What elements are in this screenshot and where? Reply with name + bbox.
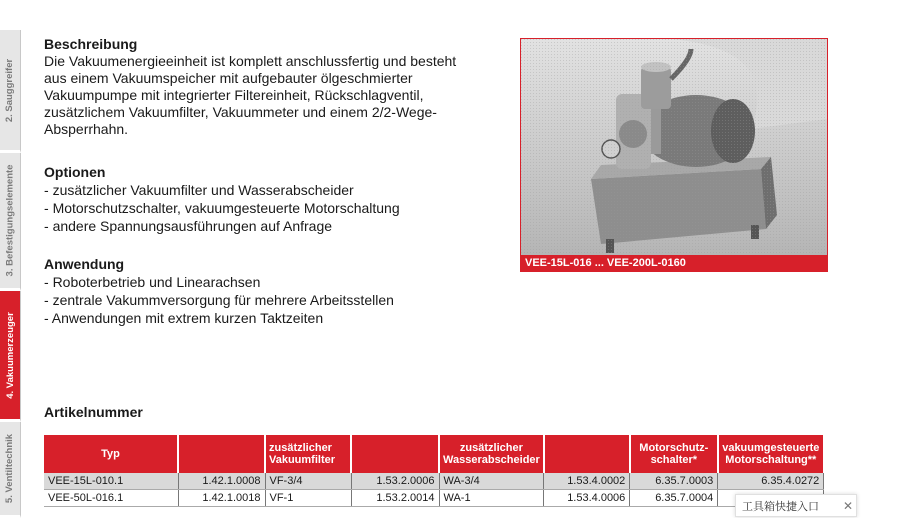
side-tab-label: 2. Sauggreifer <box>4 58 16 122</box>
col-header-vakuumfilter: zusätzlicher Vakuumfilter <box>265 435 351 473</box>
table-cell: 1.53.2.0014 <box>351 490 439 507</box>
list-item: - Anwendungen mit extrem kurzen Taktzeiten <box>44 309 394 327</box>
table-cell: VF-3/4 <box>265 473 351 490</box>
table-cell: 1.53.2.0006 <box>351 473 439 490</box>
list-item: - zentrale Vakummversorgung für mehrere Arbeitsstellen <box>44 291 394 309</box>
beschreibung-text <box>44 53 456 138</box>
table-cell: VEE-50L-016.1 <box>44 490 178 507</box>
col-header-motorschutz: Motorschutz- schalter* <box>630 435 718 473</box>
table-cell: 1.42.1.0008 <box>178 473 265 490</box>
table-cell: 6.35.7.0003 <box>630 473 718 490</box>
beschreibung-line: aus einem Vakuumspeicher mit aufgebauter ölgeschmierter <box>44 70 413 86</box>
side-tab-befestigungselemente[interactable] <box>0 153 21 291</box>
col-header-motorschaltung: vakuumgesteuerte Motorschaltung** <box>718 435 824 473</box>
optionen-list <box>44 181 400 235</box>
vacuum-unit-illustration <box>521 39 827 255</box>
table-cell: VF-1 <box>265 490 351 507</box>
toolbox-shortcut[interactable] <box>735 494 857 517</box>
toolbox-label[interactable]: 工具箱快捷入口 <box>742 500 819 513</box>
table-cell: 1.53.4.0006 <box>544 490 630 507</box>
table-cell: 6.35.7.0004 <box>630 490 718 507</box>
list-item: - zusätzlicher Vakuumfilter und Wasserabscheider <box>44 181 400 199</box>
anwendung-heading: Anwendung <box>44 256 125 272</box>
side-tab-ventiltechnik[interactable] <box>0 422 21 518</box>
col-header-nr-1 <box>178 435 265 473</box>
side-tab-vakuumerzeuger[interactable] <box>0 291 21 422</box>
list-item: - Roboterbetrieb und Linearachsen <box>44 273 394 291</box>
col-header-wasserabscheider: zusätzlicher Wasserabscheider <box>439 435 544 473</box>
article-table <box>44 435 825 507</box>
beschreibung-line: Vakuumpumpe mit integrierter Filtereinheit, Rückschlagventil, <box>44 87 424 103</box>
side-tab-label: 4. Vakuumerzeuger <box>4 311 16 399</box>
table-row <box>44 473 824 490</box>
col-header-typ: Typ <box>44 435 178 473</box>
close-icon[interactable]: ✕ <box>842 498 854 513</box>
col-header-nr-3 <box>544 435 630 473</box>
beschreibung-line: zusätzlichem Vakuumfilter, Vakuummeter und einem 2/2-Wege- <box>44 104 437 120</box>
beschreibung-heading: Beschreibung <box>44 36 138 52</box>
beschreibung-line: Absperrhahn. <box>44 121 129 137</box>
side-tab-sauggreifer[interactable] <box>0 30 21 153</box>
anwendung-list <box>44 273 394 327</box>
table-cell: 6.35.4.0272 <box>718 473 824 490</box>
table-cell: WA-3/4 <box>439 473 544 490</box>
photo-caption: VEE-15L-016 ... VEE-200L-0160 <box>521 255 827 271</box>
beschreibung-line: Die Vakuumenergieeinheit ist komplett anschlussfertig und besteht <box>44 53 457 69</box>
side-tab-label: 3. Befestigungselemente <box>4 164 16 277</box>
list-item: - Motorschutzschalter, vakuumgesteuerte Motorschaltung <box>44 199 400 217</box>
col-header-nr-2 <box>351 435 439 473</box>
table-row <box>44 490 824 507</box>
table-cell: 1.53.4.0002 <box>544 473 630 490</box>
table-header-row <box>44 435 824 473</box>
optionen-heading: Optionen <box>44 164 106 180</box>
artikelnummer-heading: Artikelnummer <box>44 404 143 420</box>
list-item: - andere Spannungsausführungen auf Anfrage <box>44 217 400 235</box>
table-cell: VEE-15L-010.1 <box>44 473 178 490</box>
table-cell: 1.42.1.0018 <box>178 490 265 507</box>
table-cell: WA-1 <box>439 490 544 507</box>
side-tab-label: 5. Ventiltechnik <box>4 433 16 504</box>
side-tab-strip <box>0 0 22 515</box>
product-photo <box>520 38 828 272</box>
